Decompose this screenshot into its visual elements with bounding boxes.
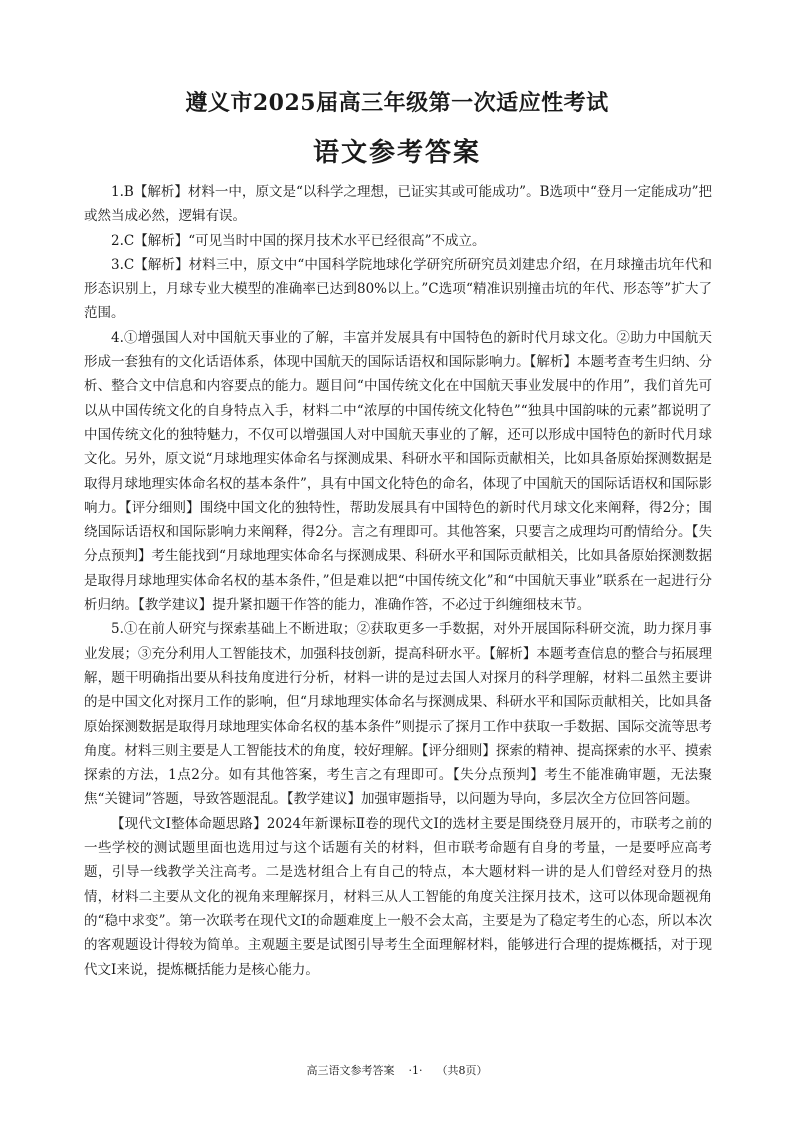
footer-doc-name: 高三语文参考答案 — [306, 1064, 395, 1077]
footer-page-number: ·1· — [408, 1064, 423, 1077]
answer-5: 5.①在前人研究与探索基础上不断进取；②获取更多一手数据，对外开展国际科研交流，助力探月事业发展；③充分利用人工智能技术，加强科技创新，提高科研水平。【解析】本题考查信息的整合与拓展理解，题干明确指出要从科技角度进行分析，材料一讲的是过去国人对探月的科学理解，材料二虽然主要讲的是中国文化对探月工作的影响，但“月球地理实体命名与探测成果、科研水平和国际贡献相关，比如具备原始探测数据是取得月球地理实体命名权的基本条件”则提示了探月工作中获取一手数据、国际交流等思考角度。材料三则主要是人工智能技术的角度，较好理解。【评分细则】探索的精神、提高探索的水平、摸索探索的方法，1点2分。如有其他答案，考生言之有理即可。【失分点预判】考生不能准确审题，无法聚焦“关键词”答题，导致答题混乱。【教学建议】加强审题指导，以问题为导向，多层次全方位回答问题。 — [84, 621, 712, 808]
answer-key-title: 语文参考答案 — [312, 138, 481, 168]
answer-4: 4.①增强国人对中国航天事业的了解，丰富并发展具有中国特色的新时代月球文化。②助力中国航天形成一套独有的文化话语体系，体现中国航天的国际话语权和国际影响力。【解析】本题考查考生归纳、分析、整合文中信息和内容要点的能力。题目问“中国传统文化在中国航天事业发展中的作用”，我们首先可以从中国传统文化的自身特点入手，材料二中“浓厚的中国传统文化特色”“独具中国韵味的元素”都说明了中国传统文化的独特魅力，不仅可以增强国人对中国航天事业的了解，还可以形成中国特色的新时代月球文化。另外，原文说“月球地理实体命名与探测成果、科研水平和国际贡献相关，比如具备原始探测数据是取得月球地理实体命名权的基本条件”，具有中国文化特色的命名，体现了中国航天的国际话语权和国际影响力。【评分细则】围绕中国文化的独特性，帮助发展具有中国特色的新时代月球文化来阐释，得2分；围绕国际话语权和国际影响力来阐释，得2分。言之有理即可。其他答案，只要言之成理均可酌情给分。【失分点预判】考生能找到“月球地理实体命名与探测成果、科研水平和国际贡献相关，比如具备原始探测数据是取得月球地理实体命名权的基本条件，”但是难以把“中国传统文化”和“中国航天事业”联系在一起进行分析归纳。【教学建议】提升紧扣题干作答的能力，准确作答，不必过于纠缠细枝末节。 — [84, 329, 712, 614]
exam-title: 遵义市2025届高三年级第一次适应性考试 — [185, 90, 609, 116]
answer-3: 3.C【解析】材料三中，原文中“中国科学院地球化学研究所研究员刘建忠介绍，在月球撞击坑年代和形态识别上，月球专业大模型的准确率已达到80%以上。”C选项“精准识别撞击坑的年代、形态等”扩大了范围。 — [84, 256, 712, 322]
answer-body — [84, 180, 712, 982]
section-summary: 【现代文Ⅰ整体命题思路】2024年新课标Ⅱ卷的现代文Ⅰ的选材主要是围绕登月展开的，市联考之前的一些学校的测试题里面也选用过与这个话题有关的材料，但市联考命题有自身的考量，一是要呼应高考题，引导一线教学关注高考。二是选材组合上有自己的特点，本大题材料一讲的是人们曾经对登月的热情，材料二主要从文化的视角来理解探月，材料三从人工智能的角度关注探月技术，这可以体现命题视角的“稳中求变”。第一次联考在现代文Ⅰ的命题难度上一般不会太高，主要是为了稳定考生的心态，所以本次的客观题设计得较为简单。主观题主要是试图引导考生全面理解材料，能够进行合理的提炼概括，对于现代文Ⅰ来说，提炼概括能力是核心能力。 — [84, 815, 712, 978]
footer-total-pages: （共8页） — [436, 1064, 488, 1077]
answer-1: 1.B【解析】材料一中，原文是“以科学之理想，已证实其或可能成功”。B选项中“登月一定能成功”把或然当成必然，逻辑有误。 — [84, 184, 712, 225]
answer-2: 2.C【解析】“可见当时中国的探月技术水平已经很高”不成立。 — [111, 232, 486, 249]
page-footer — [0, 1062, 794, 1078]
